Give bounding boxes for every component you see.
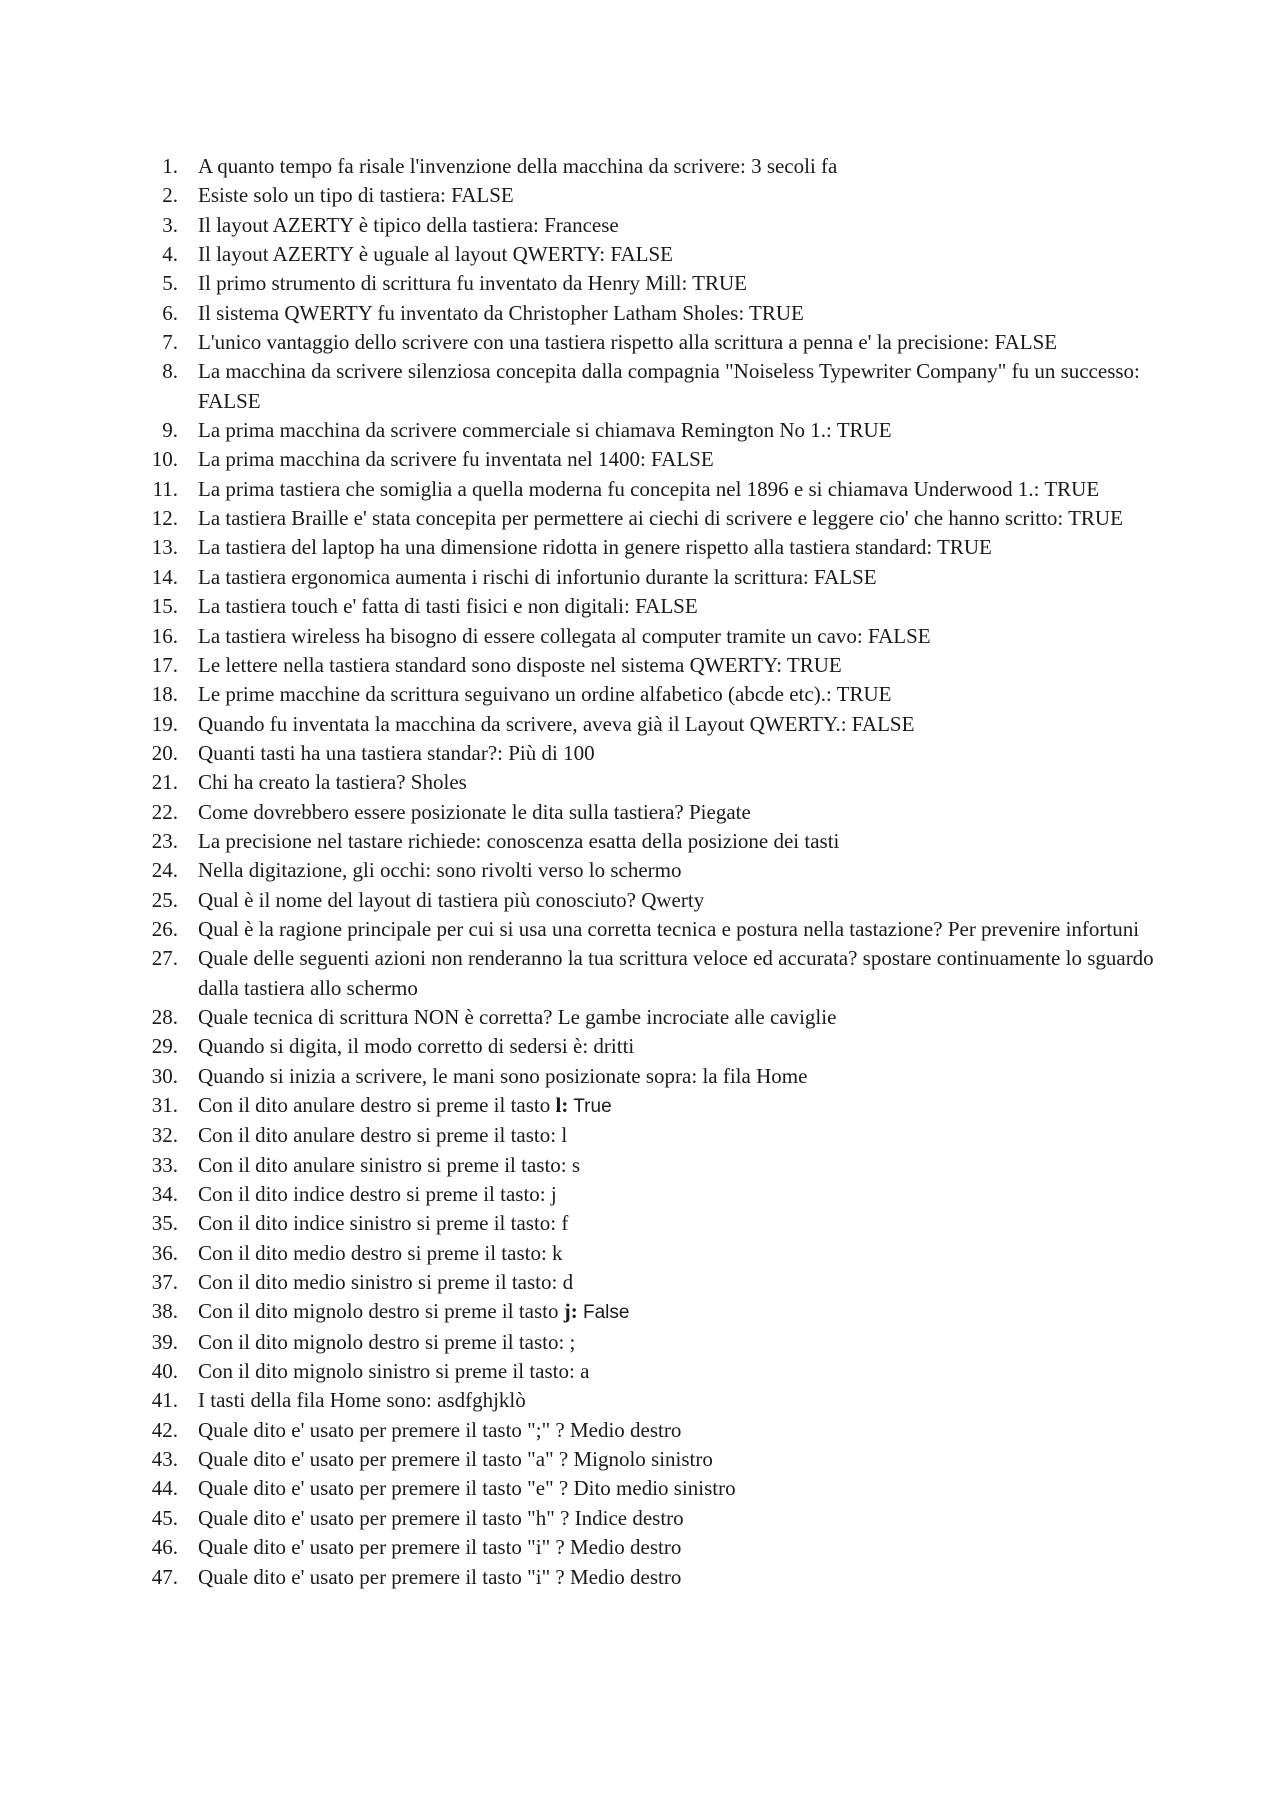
item-number: 15.: [151, 594, 178, 619]
item-text: Quale delle seguenti azioni non renderanno la tua scrittura veloce ed accurata? spostare continuamente lo sguardo dalla tastiera allo schermo: [198, 946, 1154, 1000]
item-text: La tastiera del laptop ha una dimensione ridotta in genere rispetto alla tastiera standard: TRUE: [198, 535, 992, 560]
list-item: [150, 328, 1170, 357]
item-number: 1.: [162, 154, 178, 178]
list-item: [150, 1268, 1170, 1297]
item-number: 5.: [162, 271, 178, 296]
item-text: La prima tastiera che somiglia a quella moderna fu concepita nel 1896 e si chiamava Underwood 1.: TRUE: [198, 476, 1100, 501]
item-number: 44.: [151, 1476, 178, 1501]
list-item: [150, 1328, 1170, 1357]
item-text: Con il dito anulare destro si preme il tasto: [198, 1093, 556, 1117]
item-number: 22.: [151, 799, 178, 824]
item-number: 11.: [152, 476, 178, 501]
item-number: 26.: [151, 916, 178, 941]
item-number: 47.: [151, 1564, 178, 1589]
item-text: Con il dito anulare destro si preme il tasto: l: [198, 1123, 568, 1148]
item-text: La tastiera Braille e' stata concepita per permettere ai ciechi di scrivere e leggere cio' che hanno scritto: TRUE: [198, 506, 1123, 531]
item-text: Qual è il nome del layout di tastiera più conosciuto? Qwerty: [198, 887, 705, 912]
item-number: 9.: [162, 418, 178, 443]
item-number: 8.: [162, 359, 178, 384]
item-number: 32.: [151, 1123, 178, 1148]
list-item: [150, 768, 1170, 797]
item-number: 29.: [151, 1034, 178, 1059]
list-item: [150, 269, 1170, 298]
list-item: [150, 1121, 1170, 1150]
item-text: La precisione nel tastare richiede: conoscenza esatta della posizione dei tasti: [198, 828, 840, 853]
list-item: [150, 211, 1170, 240]
item-number: 33.: [151, 1152, 178, 1177]
item-text: La macchina da scrivere silenziosa concepita dalla compagnia "Noiseless Typewriter Company" fu un successo: FALSE: [198, 359, 1140, 413]
item-number: 39.: [151, 1329, 178, 1354]
item-number: 3.: [162, 212, 178, 237]
list-item: [150, 1563, 1170, 1592]
item-key-bold: l:: [555, 1093, 569, 1117]
item-text: L'unico vantaggio dello scrivere con una tastiera rispetto alla scrittura a penna e' la precisione: FALSE: [198, 330, 1058, 355]
item-text: Con il dito medio destro si preme il tasto: k: [198, 1240, 563, 1265]
list-item: [150, 416, 1170, 445]
list-item: [150, 445, 1170, 474]
item-number: 18.: [151, 682, 178, 707]
item-text: A quanto tempo fa risale l'invenzione della macchina da scrivere: 3 secoli fa: [198, 154, 838, 178]
item-text: Quale dito e' usato per premere il tasto "h" ? Indice destro: [198, 1505, 684, 1530]
list-item: [150, 622, 1170, 651]
list-item: [150, 680, 1170, 709]
item-text: Quale dito e' usato per premere il tasto "i" ? Medio destro: [198, 1535, 682, 1560]
list-item: [150, 1445, 1170, 1474]
item-answer: True: [568, 1096, 612, 1117]
item-text: Le prime macchine da scrittura seguivano un ordine alfabetico (abcde etc).: TRUE: [198, 682, 892, 707]
list-item: [150, 240, 1170, 269]
item-text: Con il dito indice sinistro si preme il tasto: f: [198, 1211, 569, 1236]
item-number: 20.: [151, 740, 178, 765]
list-item: [150, 1180, 1170, 1209]
item-text: Le lettere nella tastiera standard sono disposte nel sistema QWERTY: TRUE: [198, 652, 842, 677]
item-number: 21.: [151, 770, 178, 795]
item-text: Il layout AZERTY è uguale al layout QWERTY: FALSE: [198, 242, 673, 267]
list-item: [150, 592, 1170, 621]
list-item: [150, 1297, 1170, 1327]
list-item: [150, 1032, 1170, 1061]
item-text: La prima macchina da scrivere commerciale si chiamava Remington No 1.: TRUE: [198, 418, 892, 443]
item-text: Con il dito mignolo sinistro si preme il tasto: a: [198, 1359, 590, 1384]
item-text: Come dovrebbero essere posizionate le dita sulla tastiera? Piegate: [198, 799, 751, 824]
item-number: 41.: [151, 1388, 178, 1413]
item-number: 13.: [151, 535, 178, 560]
item-text: La prima macchina da scrivere fu inventata nel 1400: FALSE: [198, 447, 714, 472]
list-item: [150, 827, 1170, 856]
list-item: [150, 475, 1170, 504]
list-item: [150, 1504, 1170, 1533]
item-text: La tastiera touch e' fatta di tasti fisici e non digitali: FALSE: [198, 594, 698, 619]
item-number: 17.: [151, 652, 178, 677]
item-number: 25.: [151, 887, 178, 912]
item-text: Con il dito mignolo destro si preme il tasto: [198, 1299, 564, 1324]
item-text: La tastiera wireless ha bisogno di essere collegata al computer tramite un cavo: FALSE: [198, 623, 931, 648]
list-item: [150, 915, 1170, 944]
item-text: Quale dito e' usato per premere il tasto "i" ? Medio destro: [198, 1564, 682, 1589]
list-item: [150, 1416, 1170, 1445]
item-text: La tastiera ergonomica aumenta i rischi di infortunio durante la scrittura: FALSE: [198, 564, 877, 589]
item-text: Con il dito medio sinistro si preme il tasto: d: [198, 1270, 574, 1295]
list-item: [150, 1239, 1170, 1268]
item-answer: False: [577, 1302, 630, 1324]
item-number: 34.: [151, 1182, 178, 1207]
item-number: 37.: [151, 1270, 178, 1295]
item-key-bold: j:: [563, 1299, 578, 1324]
item-number: 30.: [151, 1063, 178, 1088]
list-item: [150, 798, 1170, 827]
list-item: [150, 1474, 1170, 1503]
item-number: 28.: [151, 1004, 178, 1029]
list-item: [150, 651, 1170, 680]
list-item: [150, 563, 1170, 592]
item-text: Il primo strumento di scrittura fu inventato da Henry Mill: TRUE: [198, 271, 748, 296]
item-number: 2.: [162, 183, 178, 208]
list-item: [150, 299, 1170, 328]
item-number: 4.: [162, 242, 178, 267]
item-text: Quale dito e' usato per premere il tasto ";" ? Medio destro: [198, 1417, 682, 1442]
item-text: Quando si inizia a scrivere, le mani sono posizionate sopra: la fila Home: [198, 1063, 808, 1088]
item-number: 31.: [151, 1093, 178, 1117]
item-number: 43.: [151, 1447, 178, 1472]
item-text: Esiste solo un tipo di tastiera: FALSE: [198, 183, 514, 208]
item-text: Quale tecnica di scrittura NON è corretta? Le gambe incrociate alle caviglie: [198, 1004, 837, 1029]
list-item: [150, 1386, 1170, 1415]
item-number: 35.: [151, 1211, 178, 1236]
item-number: 12.: [151, 506, 178, 531]
list-item: [150, 856, 1170, 885]
list-item: [150, 152, 1170, 181]
list-item: [150, 357, 1170, 416]
item-text: Chi ha creato la tastiera? Sholes: [198, 770, 467, 795]
list-item: [150, 504, 1170, 533]
item-number: 10.: [151, 447, 178, 472]
item-text: Con il dito indice destro si preme il tasto: j: [198, 1182, 557, 1207]
list-item: [150, 886, 1170, 915]
item-text: Con il dito mignolo destro si preme il tasto: ;: [198, 1329, 576, 1354]
item-number: 36.: [151, 1240, 178, 1265]
item-number: 14.: [151, 564, 178, 589]
list-item: [150, 533, 1170, 562]
item-number: 46.: [151, 1535, 178, 1560]
item-text: Il layout AZERTY è tipico della tastiera: Francese: [198, 212, 619, 237]
item-number: 38.: [151, 1299, 178, 1324]
item-number: 7.: [162, 330, 178, 355]
list-item: [150, 1357, 1170, 1386]
list-item: [150, 1091, 1170, 1121]
item-text: Il sistema QWERTY fu inventato da Christopher Latham Sholes: TRUE: [198, 300, 804, 325]
item-number: 45.: [151, 1505, 178, 1530]
item-text: Quando fu inventata la macchina da scrivere, aveva già il Layout QWERTY.: FALSE: [198, 711, 915, 736]
item-text: Quanti tasti ha una tastiera standar?: Più di 100: [198, 740, 595, 765]
item-number: 16.: [151, 623, 178, 648]
list-item: [150, 944, 1170, 1003]
item-number: 24.: [151, 858, 178, 883]
item-number: 6.: [162, 300, 178, 325]
item-text: Quando si digita, il modo corretto di sedersi è: dritti: [198, 1034, 635, 1059]
item-text: Quale dito e' usato per premere il tasto "a" ? Mignolo sinistro: [198, 1447, 713, 1472]
list-item: [150, 181, 1170, 210]
item-number: 19.: [151, 711, 178, 736]
item-number: 40.: [151, 1359, 178, 1384]
list-item: [150, 739, 1170, 768]
item-text: Qual è la ragione principale per cui si usa una corretta tecnica e postura nella tastazione? Per prevenire infortuni: [198, 916, 1140, 941]
list-item: [150, 1003, 1170, 1032]
item-number: 42.: [151, 1417, 178, 1442]
item-text: Con il dito anulare sinistro si preme il tasto: s: [198, 1152, 581, 1177]
list-item: [150, 1151, 1170, 1180]
item-number: 23.: [151, 828, 178, 853]
list-item: [150, 1533, 1170, 1562]
item-number: 27.: [151, 946, 178, 971]
list-item: [150, 1062, 1170, 1091]
list-item: [150, 1209, 1170, 1238]
item-text: I tasti della fila Home sono: asdfghjklò: [198, 1388, 526, 1413]
item-text: Quale dito e' usato per premere il tasto "e" ? Dito medio sinistro: [198, 1476, 736, 1501]
item-text: Nella digitazione, gli occhi: sono rivolti verso lo schermo: [198, 858, 682, 883]
list-item: [150, 710, 1170, 739]
question-list: [150, 152, 1170, 1592]
